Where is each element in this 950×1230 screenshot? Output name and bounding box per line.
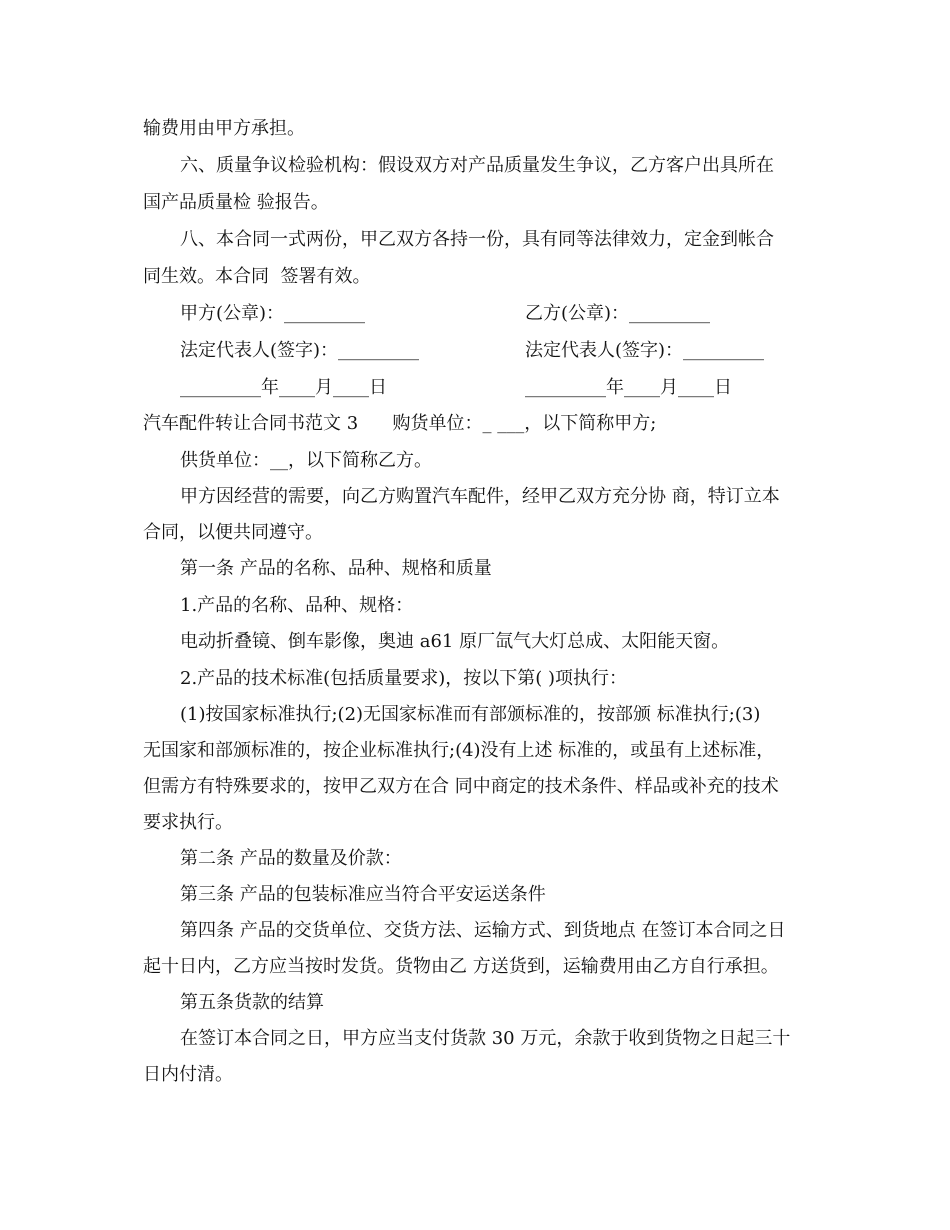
paragraph-line: 1.产品的名称、品种、规格： xyxy=(180,595,414,616)
paragraph-line: 电动折叠镜、倒车影像，奥迪 a61 原厂氙气大灯总成、太阳能天窗。 xyxy=(180,631,730,652)
paragraph-line: (1)按国家标准执行;(2)无国家标准而有部颁标准的，按部颁 标准执行;(3) xyxy=(180,704,761,725)
paragraph-line: 八、本合同一式两份，甲乙双方各持一份，具有同等法律效力，定金到帐合 xyxy=(180,229,774,250)
paragraph-line: 同生效。本合同 签署有效。 xyxy=(143,266,371,287)
paragraph-line: 在签订本合同之日，甲方应当支付货款 30 万元，余款于收到货物之日起三十 xyxy=(180,1028,791,1049)
article-heading: 第一条 产品的名称、品种、规格和质量 xyxy=(180,558,492,579)
party-b-seal: 乙方(公章)：_________ xyxy=(525,303,711,324)
party-a-seal: 甲方(公章)：_________ xyxy=(180,303,366,324)
party-b-date: _________年____月____日 xyxy=(525,377,732,398)
paragraph-line: 甲方因经营的需要，向乙方购置汽车配件，经甲乙双方充分协 商，特订立本 xyxy=(180,486,780,507)
party-a-date: _________年____月____日 xyxy=(180,377,387,398)
paragraph-line: 输费用由甲方承担。 xyxy=(143,118,305,139)
paragraph-line: 合同，以便共同遵守。 xyxy=(143,522,323,543)
party-a-representative: 法定代表人(签字)：_________ xyxy=(180,340,420,361)
paragraph-line: 起十日内，乙方应当按时发货。货物由乙 方送货到，运输费用由乙方自行承担。 xyxy=(143,956,779,977)
paragraph-line: 日内付清。 xyxy=(143,1064,233,1085)
paragraph-line: 但需方有特殊要求的，按甲乙双方在合 同中商定的技术条件、样品或补充的技术 xyxy=(143,776,779,797)
article-heading: 第三条 产品的包装标准应当符合平安运送条件 xyxy=(180,884,546,905)
paragraph-line: 要求执行。 xyxy=(143,812,233,833)
paragraph-line: 国产品质量检 验报告。 xyxy=(143,192,329,213)
paragraph-line: 供货单位：__，以下简称乙方。 xyxy=(180,450,432,471)
paragraph-line: 无国家和部颁标准的，按企业标准执行;(4)没有上述 标准的，或虽有上述标准， xyxy=(143,740,775,761)
article-heading: 第五条货款的结算 xyxy=(180,992,324,1013)
paragraph-line: 2.产品的技术标准(包括质量要求)，按以下第( )项执行： xyxy=(180,668,627,689)
paragraph-line: 第四条 产品的交货单位、交货方法、运输方式、到货地点 在签订本合同之日 xyxy=(180,920,786,941)
paragraph-line: 六、质量争议检验机构：假设双方对产品质量发生争议，乙方客户出具所在 xyxy=(180,155,774,176)
article-heading: 第二条 产品的数量及价款： xyxy=(180,848,402,869)
paragraph-line: 汽车配件转让合同书范文 3 购货单位：_ ___，以下简称甲方; xyxy=(143,413,657,434)
party-b-representative: 法定代表人(签字)：_________ xyxy=(525,340,765,361)
